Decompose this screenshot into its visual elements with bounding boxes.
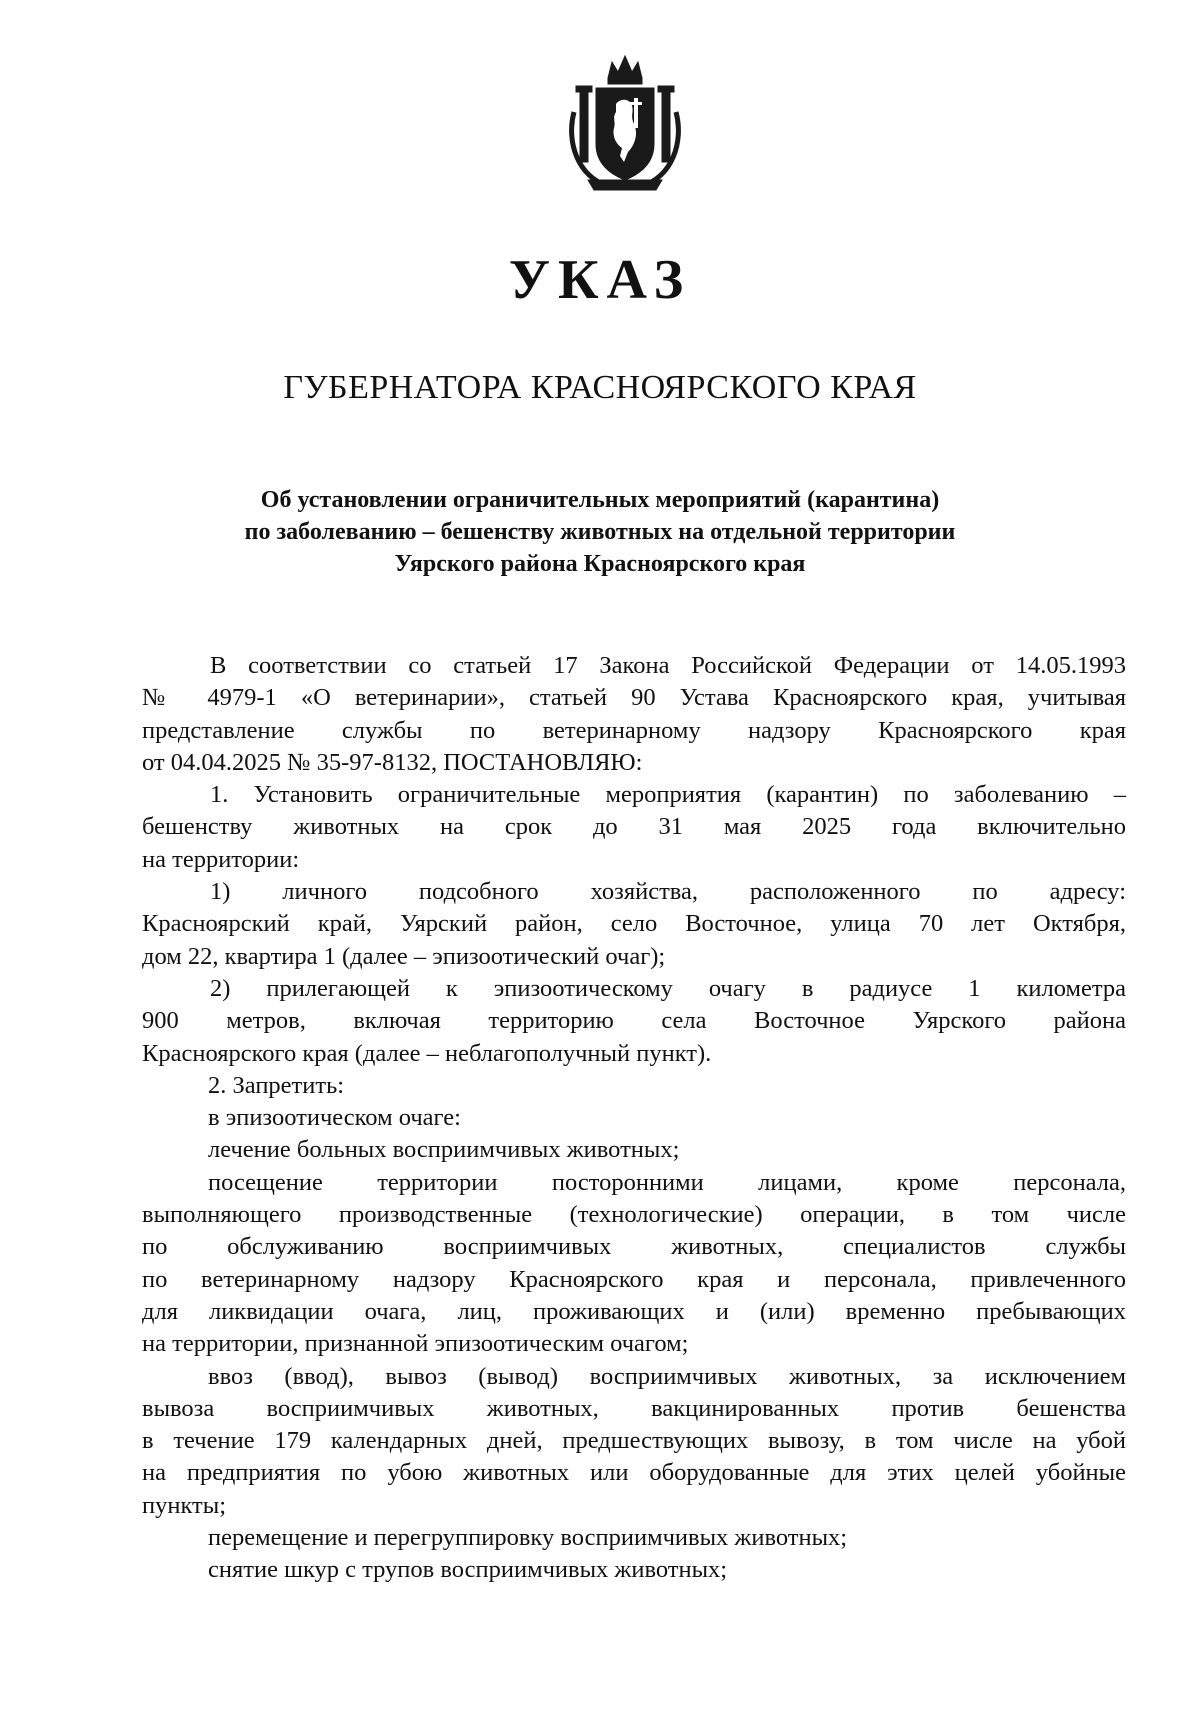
body-line: снятие шкур с трупов восприимчивых животных; bbox=[208, 1556, 728, 1584]
body-line: на предприятия по убою животных или оборудованные для этих целей убойные bbox=[142, 1459, 1126, 1487]
body-line: вывоза восприимчивых животных, вакцинированных против бешенства bbox=[142, 1394, 1126, 1422]
heading-line: Об установлении ограничительных мероприятий (карантина) bbox=[260, 487, 940, 513]
body-line: на территории: bbox=[142, 845, 300, 873]
coat-of-arms-icon bbox=[568, 52, 682, 194]
body-line: 2) прилегающей к эпизоотическому очагу в радиусе 1 километра bbox=[210, 974, 1126, 1002]
body-line: по обслуживанию восприимчивых животных, специалистов службы bbox=[142, 1233, 1126, 1261]
body-line: Красноярский край, Уярский район, село Восточное, улица 70 лет Октября, bbox=[142, 910, 1126, 938]
body-line: Красноярского края (далее – неблагополучный пункт). bbox=[142, 1039, 712, 1067]
body-line: ввоз (ввод), вывоз (вывод) восприимчивых животных, за исключением bbox=[208, 1362, 1126, 1390]
body-line: в течение 179 календарных дней, предшествующих вывозу, в том числе на убой bbox=[142, 1427, 1126, 1455]
document-type-title: УКАЗ bbox=[508, 249, 692, 311]
body-line: в эпизоотическом очаге: bbox=[208, 1104, 461, 1132]
body-line: лечение больных восприимчивых животных; bbox=[208, 1136, 680, 1164]
body-line: дом 22, квартира 1 (далее – эпизоотический очаг); bbox=[142, 942, 666, 970]
body-line: представление службы по ветеринарному надзору Красноярского края bbox=[142, 716, 1126, 744]
body-line: для ликвидации очага, лиц, проживающих и (или) временно пребывающих bbox=[142, 1297, 1126, 1325]
heading-line: Уярского района Красноярского края bbox=[394, 551, 806, 577]
body-line: бешенству животных на срок до 31 мая 2025 года включительно bbox=[142, 813, 1126, 841]
body-line: В соответствии со статьей 17 Закона Российской Федерации от 14.05.1993 bbox=[210, 652, 1126, 679]
body-line: перемещение и перегруппировку восприимчивых животных; bbox=[208, 1524, 848, 1552]
body-line: 2. Запретить: bbox=[208, 1071, 345, 1099]
body-line: выполняющего производственные (технологические) операции, в том числе bbox=[142, 1201, 1126, 1229]
body-line: пункты; bbox=[142, 1491, 227, 1519]
issuer-subtitle: ГУБЕРНАТОРА КРАСНОЯРСКОГО КРАЯ bbox=[283, 369, 917, 406]
body-line: от 04.04.2025 № 35-97-8132, ПОСТАНОВЛЯЮ: bbox=[142, 748, 643, 776]
decree-body bbox=[142, 650, 1126, 1587]
heading-line: по заболеванию – бешенству животных на отдельной территории bbox=[244, 519, 956, 545]
body-line: 1. Установить ограничительные мероприятия (карантин) по заболеванию – bbox=[210, 781, 1126, 809]
body-line: посещение территории посторонними лицами, кроме персонала, bbox=[208, 1168, 1126, 1196]
body-line: на территории, признанной эпизоотическим очагом; bbox=[142, 1330, 689, 1358]
decree-heading bbox=[0, 484, 1200, 580]
body-line: 1) личного подсобного хозяйства, расположенного по адресу: bbox=[210, 878, 1126, 906]
body-line: № 4979-1 «О ветеринарии», статьей 90 Устава Красноярского края, учитывая bbox=[142, 684, 1126, 712]
body-line: 900 метров, включая территорию села Восточное Уярского района bbox=[142, 1007, 1126, 1035]
body-line: по ветеринарному надзору Красноярского края и персонала, привлеченного bbox=[142, 1265, 1126, 1293]
